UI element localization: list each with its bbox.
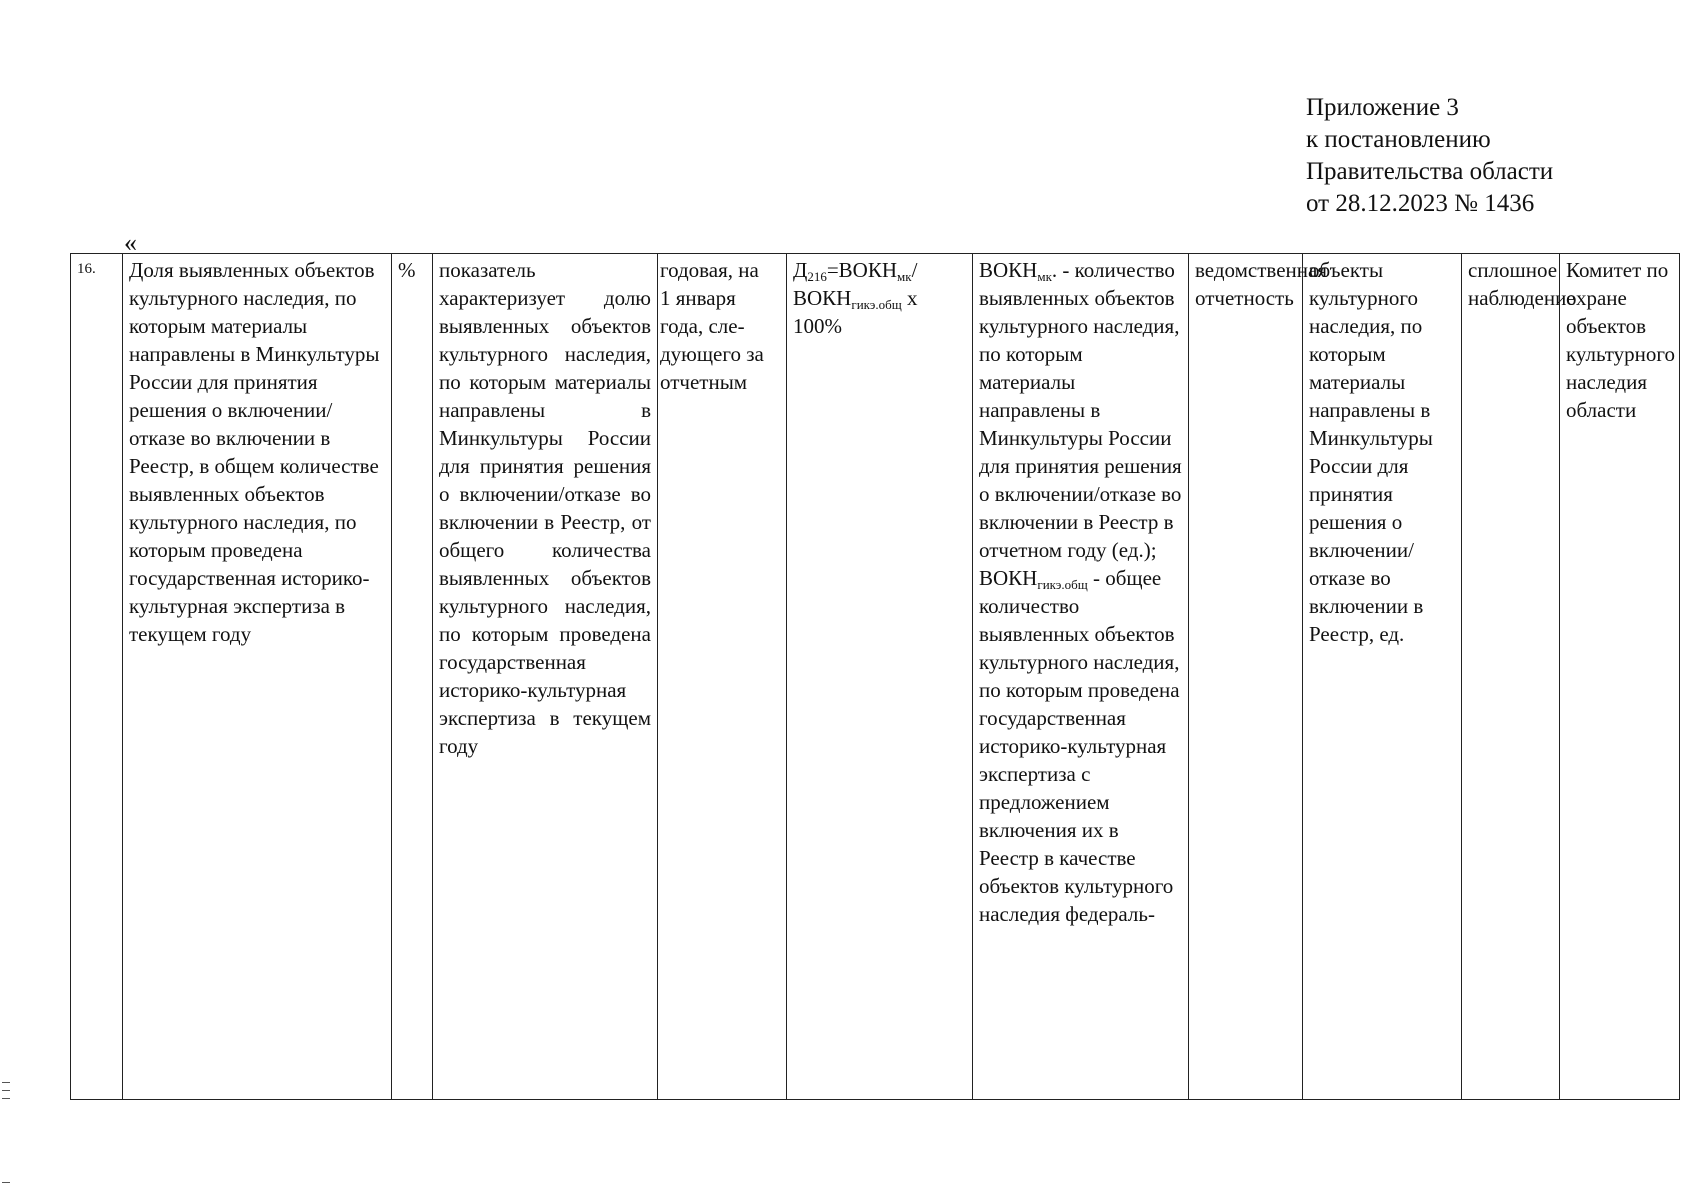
formula-lhs-sub: 216: [807, 269, 827, 284]
appendix-title: Приложение 3: [1306, 94, 1459, 121]
appendix-date-number: от 28.12.2023 № 1436: [1306, 190, 1535, 217]
responsible-body: Комитет по охране объектов культурного наследия области: [1560, 254, 1680, 1100]
periodicity-line-1: годовая, на: [660, 258, 759, 282]
periodicity-cell: [658, 254, 787, 1100]
indicator-table: [70, 253, 1680, 1100]
scan-artifact-mark: [2, 1098, 10, 1099]
formula-sub-2: гикэ.общ: [851, 297, 902, 312]
appendix-subtitle-1: к постановлению: [1306, 126, 1491, 153]
scan-artifact-mark: [2, 1082, 10, 1083]
indicator-description: показатель характеризует долю выявленных объектов культурного наследия, по которым материалы направлены в Минкультуры России для принятия решения о включении/отказе во включении в Реестр, от общего количества выявленных объектов культурного наследия, по которым проведена государственная историко-культурная экспертиза в текущем году: [433, 254, 658, 1100]
formula-cell: [787, 254, 973, 1100]
appendix-header: [1306, 92, 1553, 220]
formula-tail: х 100%: [793, 286, 918, 338]
table-row: [71, 254, 1680, 1100]
row-number: 16.: [71, 254, 123, 1100]
variable-2-text: - общее количество выявленных объектов культурного наследия, по которым проведена государственная историко-культурная экспертиза с предложением включения их в Реестр в качестве объектов культурного наследия федераль-: [979, 566, 1180, 926]
variable-1-sub: мк: [1037, 269, 1052, 284]
formula-sub-1: мк: [897, 269, 912, 284]
appendix-subtitle-2: Правительства области: [1306, 158, 1554, 185]
variable-2-sub: гикэ.общ: [1037, 577, 1088, 592]
formula-term-2: ВОКН: [793, 286, 852, 310]
formula-eq: =ВОКН: [826, 258, 898, 282]
observation-object: объекты культурного наследия, по которым материалы направлены в Минкультуры России для принятия решения о включении/отказе во включении в Реестр, ед.: [1303, 254, 1462, 1100]
scan-artifact-mark: [2, 1182, 10, 1183]
scan-artifact-mark: [2, 1090, 10, 1091]
indicator-name: Доля выявленных объектов культурного наследия, по которым материалы направлены в Минкультуры России для принятия решения о включении/отказе во включении в Реестр, в общем количестве выявленных объектов культурного наследия, по которым проведена государственная историко-культурная экспертиза в текущем году: [123, 254, 392, 1100]
periodicity-line-3: года, сле-: [660, 314, 745, 338]
formula-lhs: Д: [793, 258, 808, 282]
data-source: ведомственная отчетность: [1189, 254, 1303, 1100]
periodicity-line-5: отчетным: [660, 370, 748, 394]
formula-slash: /: [911, 258, 918, 282]
periodicity-line-4: дующего за: [660, 342, 764, 366]
variable-1-text: . - количество выявленных объектов культурного наследия, по которым материалы направлены в Минкультуры России для принятия решения о включении/отказе во включении в Реестр в отчетном году (ед.);: [979, 258, 1182, 562]
collection-method: сплошное наблюдение: [1462, 254, 1560, 1100]
variable-1-name: ВОКН: [979, 258, 1038, 282]
unit-of-measure: %: [392, 254, 433, 1100]
periodicity-line-2: 1 января: [660, 286, 736, 310]
variables-cell: [973, 254, 1189, 1100]
variable-2-name: ВОКН: [979, 566, 1038, 590]
opening-quote: «: [124, 228, 137, 257]
